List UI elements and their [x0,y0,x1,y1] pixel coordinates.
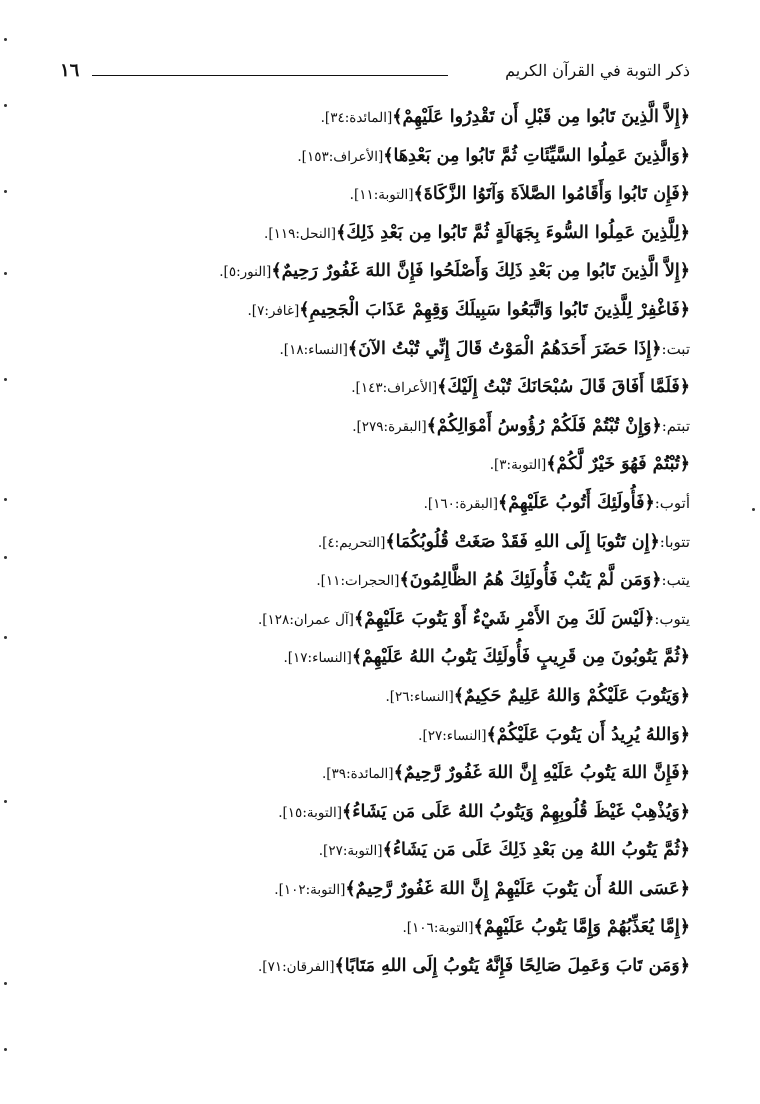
margin-speck [4,800,7,803]
margin-speck [4,556,7,559]
verse-reference: [البقرة:٢٧٩]. [352,418,427,435]
margin-speck [4,1048,7,1051]
verse-line [70,870,690,909]
verse-text: ﴿لِلَّذِينَ عَمِلُوا السُّوءَ بِجَهَالَةٍ ثُمَّ تَابُوا مِن بَعْدِ ذَلِكَ﴾ [336,222,690,243]
margin-speck [4,104,7,107]
verse-reference: [المائدة:٣٩]. [321,766,394,783]
verse-text: ﴿وَيُذْهِبْ غَيْظَ قُلُوبِهِمْ وَيَتُوبُ اللهُ عَلَى مَن يَشَاءُ﴾ [342,801,690,822]
verse-reference: [الأعراف:١٤٣]. [351,380,438,397]
verse-text: ﴿فَأُولَئِكَ أَتُوبُ عَلَيْهِمْ﴾ [498,492,655,513]
verse-line [70,214,690,253]
verse-reference: [البقرة:١٦٠]. [423,495,499,512]
verse-reference: [التوبة:١٠٦]. [402,920,474,937]
margin-speck [4,190,7,193]
verse-line [70,368,690,407]
verse-line [70,445,690,484]
verse-line [70,600,690,639]
verse-reference: [النساء:١٧]. [283,650,352,667]
verse-line [70,252,690,291]
verse-reference: [التوبة:٢٧]. [318,843,383,860]
verse-text: ﴿فَاغْفِرْ لِلَّذِينَ تَابُوا وَاتَّبَعُوا سَبِيلَكَ وَقِهِمْ عَذَابَ الْجَحِيمِ﴾ [299,299,690,320]
verse-text: ﴿ثُمَّ يَتُوبُونَ مِن قَرِيبٍ فَأُولَئِكَ يَتُوبُ اللهُ عَلَيْهِمْ﴾ [351,647,690,668]
verse-text: ﴿إِذَا حَضَرَ أَحَدَهُمُ الْمَوْتُ قَالَ إِنِّي تُبْتُ الآنَ﴾ [347,338,662,359]
verse-line [70,330,690,369]
verse-line [70,908,690,947]
verse-keyword: يتب: [661,571,690,590]
verse-text: ﴿إِلاَّ الَّذِينَ تَابُوا مِن قَبْلِ أَن تَقْدِرُوا عَلَيْهِمْ﴾ [392,107,690,127]
verse-reference: [النور:٥]. [219,264,272,281]
verse-text: ﴿فَإِنَّ اللهَ يَتُوبُ عَلَيْهِ إِنَّ اللهَ غَفُورٌ رَّحِيمٌ﴾ [393,763,690,784]
margin-speck [4,38,7,41]
page-number: ١٦ [60,60,80,81]
verse-line [70,947,690,986]
verse-line [70,677,690,716]
header-rule [92,75,448,76]
verse-text: ﴿ثُمَّ يَتُوبُ اللهُ مِن بَعْدِ ذَلِكَ عَلَى مَن يَشَاءُ﴾ [382,840,690,861]
verse-line [70,754,690,793]
verse-reference: [النساء:٢٧]. [418,727,487,744]
verse-keyword: يتوب: [654,609,690,628]
verse-text: ﴿عَسَى اللهُ أَن يَتُوبَ عَلَيْهِمْ إِنَّ اللهَ غَفُورٌ رَّحِيمٌ﴾ [345,878,690,899]
verse-line [70,523,690,562]
verse-text: ﴿وَالَّذِينَ عَمِلُوا السَّيِّئَاتِ ثُمَّ تَابُوا مِن بَعْدِهَا﴾ [383,145,690,166]
verse-text: ﴿إِن تَتُوبَا إِلَى اللهِ فَقَدْ صَغَتْ قُلُوبُكُمَا﴾ [385,531,660,552]
verse-text: ﴿وَمَن تَابَ وَعَمِلَ صَالِحًا فَإِنَّهُ يَتُوبُ إِلَى اللهِ مَتَابًا﴾ [334,956,690,977]
verse-text: ﴿لَيْسَ لَكَ مِنَ الأَمْرِ شَيْءٌ أَوْ يَتُوبَ عَلَيْهِمْ﴾ [353,608,655,629]
verse-line [70,98,690,137]
verse-keyword: تتوبا: [659,532,690,551]
verse-line [70,793,690,832]
verse-text: ﴿وَاللهُ يُرِيدُ أَن يَتُوبَ عَلَيْكُمْ﴾ [486,724,690,745]
verse-line [70,561,690,600]
margin-speck [4,982,7,985]
margin-speck [4,498,7,501]
verse-text: ﴿وَإِنْ تُبْتُمْ فَلَكُمْ رُؤُوسُ أَمْوَالِكُمْ﴾ [426,415,662,436]
verse-keyword: تبتم: [661,416,690,435]
verse-line [70,638,690,677]
verse-reference: [الحجرات:١١]. [316,573,400,590]
verse-reference: [التوبة:١٠٢]. [274,881,346,898]
verse-line [70,831,690,870]
verse-reference: [التوبة:١١]. [349,187,414,204]
verse-line [70,484,690,523]
verse-reference: [الفرقان:٧١]. [258,959,335,976]
verse-reference: [النحل:١١٩]. [264,225,337,242]
verse-text: ﴿وَيَتُوبَ عَلَيْكُمْ وَاللهُ عَلِيمٌ حَكِيمٌ﴾ [453,685,690,706]
verse-reference: [الأعراف:١٥٣]. [297,148,384,165]
verse-line [70,291,690,330]
page-header [60,58,690,84]
verse-reference: [التوبة:٣]. [489,457,547,474]
verse-reference: [النساء:٢٦]. [385,688,454,705]
verse-keyword: تبت: [661,339,690,358]
margin-speck [4,378,7,381]
verse-text: ﴿إِلاَّ الَّذِينَ تَابُوا مِن بَعْدِ ذَلِكَ وَأَصْلَحُوا فَإِنَّ اللهَ غَفُورٌ رَحِيمٌ﴾ [271,261,690,282]
verse-line [70,716,690,755]
margin-speck [4,636,7,639]
verse-text: ﴿إِمَّا يُعَذِّبُهُمْ وَإِمَّا يَتُوبُ عَلَيْهِمْ﴾ [473,917,690,938]
header-title: ذكر التوبة في القرآن الكريم [505,61,690,80]
verse-reference: [آل عمران:١٢٨]. [257,611,354,628]
verse-line [70,175,690,214]
margin-speck [752,508,755,511]
margin-speck [4,272,7,275]
verse-reference: [المائدة:٣٤]. [320,110,393,126]
verse-text: ﴿تُبْتُمْ فَهُوَ خَيْرٌ لَّكُمْ﴾ [546,454,690,475]
verse-text: ﴿فَلَمَّا أَفَاقَ قَالَ سُبْحَانَكَ تُبْتُ إِلَيْكَ﴾ [437,377,690,398]
verse-line [70,407,690,446]
verse-text: ﴿فَإِن تَابُوا وَأَقَامُوا الصَّلاَةَ وَآتَوُا الزَّكَاةَ﴾ [413,184,690,205]
verse-list [70,98,690,986]
verse-reference: [النساء:١٨]. [279,341,348,358]
verse-reference: [التوبة:١٥]. [278,804,343,821]
verse-keyword: أتوب: [654,493,690,512]
verse-line [70,137,690,176]
verse-reference: [التحريم:٤]. [317,534,386,551]
verse-reference: [غافر:٧]. [247,302,300,319]
verse-text: ﴿وَمَن لَّمْ يَتُبْ فَأُولَئِكَ هُمُ الظَّالِمُونَ﴾ [399,570,662,591]
